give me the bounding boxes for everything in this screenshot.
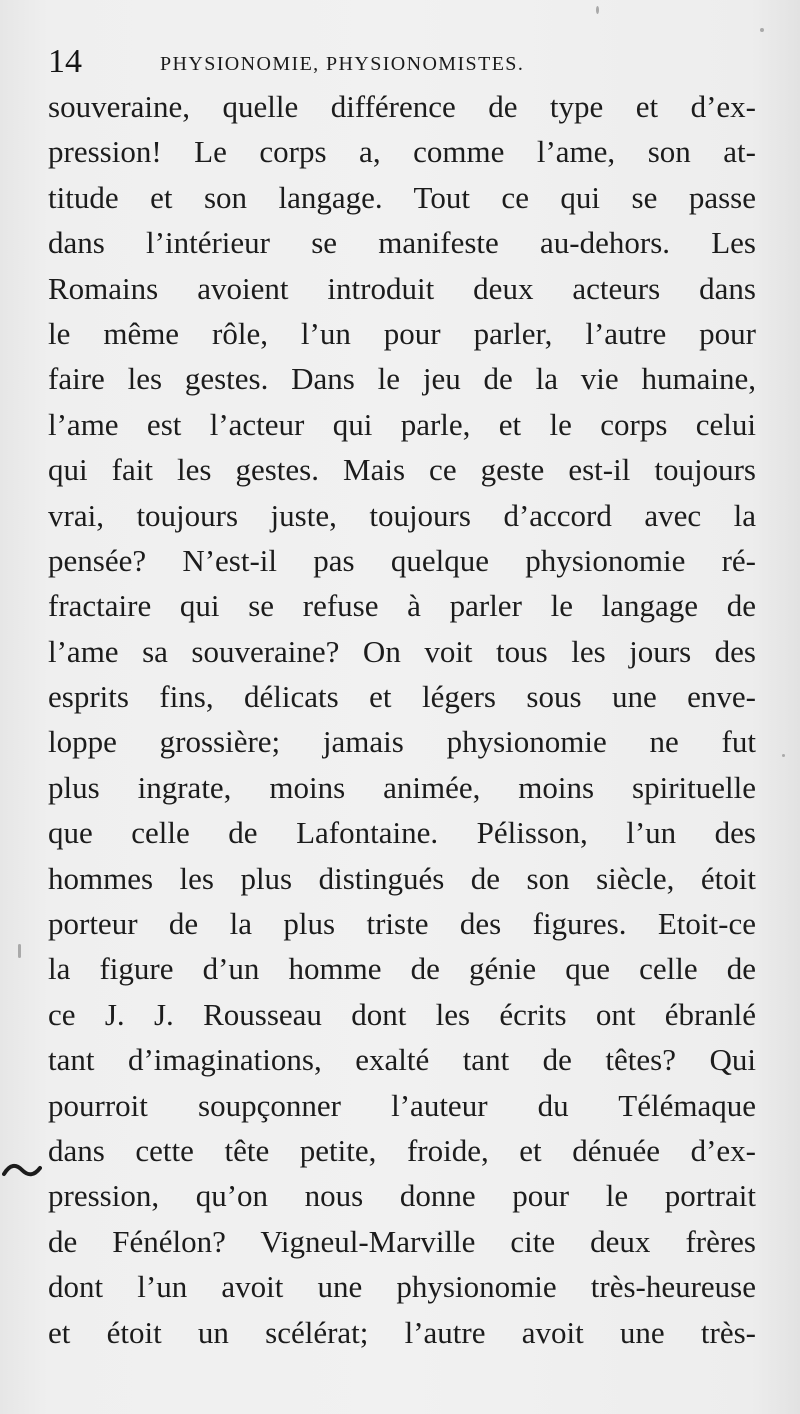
text-line: pourroit soupçonner l’auteur du Télémaque [48, 1087, 756, 1123]
text-line: pression, qu’on nous donne pour le portrait [48, 1178, 756, 1214]
text-line: plus ingrate, moins animée, moins spirituelle [48, 769, 756, 805]
text-line: Romains avoient introduit deux acteurs dans [48, 270, 756, 306]
text-line: esprits fins, délicats et légers sous une enve- [48, 679, 756, 715]
text-line: qui fait les gestes. Mais ce geste est-il toujours [48, 452, 756, 488]
text-line: et étoit un scélérat; l’autre avoit une très- [48, 1314, 756, 1350]
running-head: PHYSIONOMIE, PHYSIONOMISTES. [160, 53, 525, 75]
text-line: tant d’imaginations, exalté tant de têtes? Qui [48, 1042, 756, 1078]
text-line: dans cette tête petite, froide, et dénuée d’ex- [48, 1132, 756, 1168]
text-line: pensée? N’est-il pas quelque physionomie ré- [48, 542, 756, 578]
text-line: faire les gestes. Dans le jeu de la vie humaine, [48, 361, 756, 397]
margin-tilde-mark [2, 1160, 42, 1180]
page-number: 14 [48, 43, 82, 80]
paper-speck [782, 754, 785, 757]
text-line: dans l’intérieur se manifeste au-dehors. Les [48, 225, 756, 261]
text-line: souveraine, quelle différence de type et d’ex- [48, 89, 756, 124]
text-line: vrai, toujours juste, toujours d’accord avec la [48, 497, 756, 533]
text-line: que celle de Lafontaine. Pélisson, l’un des [48, 815, 756, 851]
text-line: le même rôle, l’un pour parler, l’autre pour [48, 315, 756, 351]
text-line: la figure d’un homme de génie que celle de [48, 951, 756, 987]
text-line: porteur de la plus triste des figures. Etoit-ce [48, 906, 756, 942]
body-text [48, 84, 756, 1355]
page-header [48, 36, 748, 86]
text-line: fractaire qui se refuse à parler le langage de [48, 588, 756, 624]
text-line: l’ame est l’acteur qui parle, et le corps celui [48, 406, 756, 442]
text-line: l’ame sa souveraine? On voit tous les jours des [48, 633, 756, 669]
paper-speck [596, 6, 599, 14]
text-line: loppe grossière; jamais physionomie ne fut [48, 724, 756, 760]
paper-speck [760, 28, 764, 32]
text-line: titude et son langage. Tout ce qui se passe [48, 179, 756, 215]
text-line: dont l’un avoit une physionomie très-heureuse [48, 1269, 756, 1305]
paper-speck [18, 944, 21, 958]
text-line: hommes les plus distingués de son siècle, étoit [48, 860, 756, 896]
text-line: ce J. J. Rousseau dont les écrits ont ébranlé [48, 996, 756, 1032]
text-line: de Fénélon? Vigneul-Marville cite deux frères [48, 1223, 756, 1259]
text-line: pression! Le corps a, comme l’ame, son at- [48, 134, 756, 170]
